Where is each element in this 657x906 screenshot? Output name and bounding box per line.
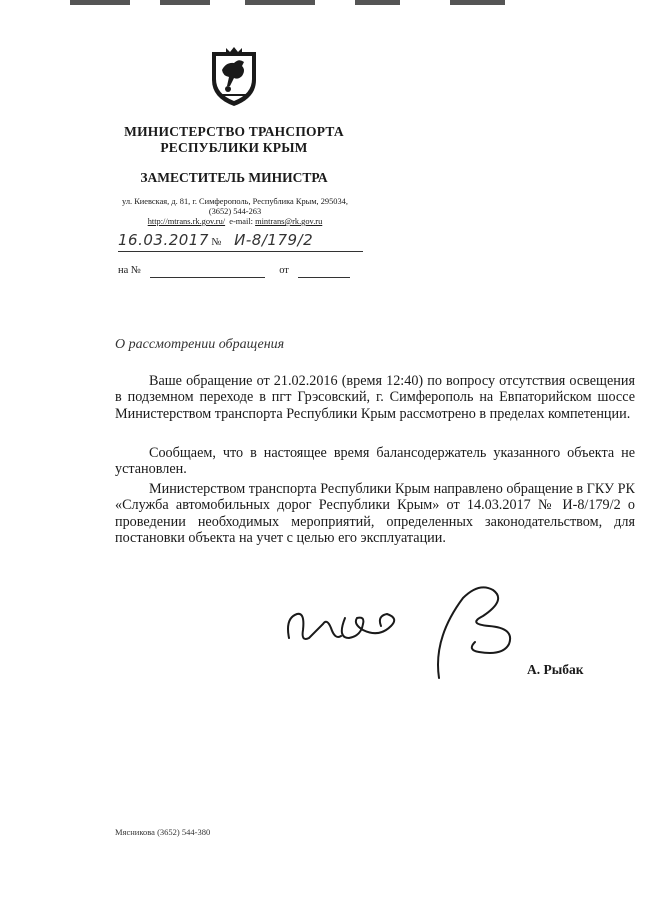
registration-underline xyxy=(118,251,363,252)
ministry-address xyxy=(104,197,366,227)
reply-to-label: на № xyxy=(118,265,141,276)
email-link[interactable]: mintrans@rk.gov.ru xyxy=(255,217,323,226)
body-paragraph-3 xyxy=(115,481,635,547)
ministry-title-line1: МИНИСТЕРСТВО ТРАНСПОРТА xyxy=(124,124,344,139)
body-text: Сообщаем, что в настоящее время балансодержатель указанного объекта не установлен. xyxy=(115,445,635,478)
address-line: ул. Киевская, д. 81, г. Симферополь, Республика Крым, 295034, xyxy=(122,197,348,206)
registration-number: И-8/179/2 xyxy=(234,231,314,249)
body-paragraph-2 xyxy=(115,445,635,478)
body-text: Министерством транспорта Республики Крым направлено обращение в ГКУ РК «Служба автомобильных дорог Республики Крым» от 14.03.2017 № И-8/179/2 о проведении необходимых мероприятий, определенных законодательством, для постановки объекта на учет с целью его эксплуатации. xyxy=(115,481,635,547)
body-text: Ваше обращение от 21.02.2016 (время 12:40) по вопросу отсутствия освещения в подземном переходе в пгт Грэсовский, г. Симферополь на Евпаторийском шоссе Министерством транспорта Республики Крым рассмотрено в пределах компетенции. xyxy=(115,373,635,422)
reply-date-blank xyxy=(298,267,350,278)
from-label: от xyxy=(279,265,289,276)
registration-date: 16.03.2017 xyxy=(118,231,209,249)
letter-subject: О рассмотрении обращения xyxy=(115,337,285,352)
handwritten-signature xyxy=(283,578,523,688)
ministry-title xyxy=(100,124,368,156)
position-title: ЗАМЕСТИТЕЛЬ МИНИСТРА xyxy=(140,170,328,185)
executor-contact: Мясникова (3652) 544-380 xyxy=(115,827,211,837)
number-prefix: № xyxy=(211,237,222,248)
crimea-coat-of-arms-icon xyxy=(208,46,260,108)
website-link[interactable]: http://mtrans.rk.gov.ru/ xyxy=(147,217,226,226)
signer-name: А. Рыбак xyxy=(527,662,584,677)
reply-number-blank xyxy=(150,267,265,278)
body-paragraph-1 xyxy=(115,373,635,422)
ministry-title-line2: РЕСПУБЛИКИ КРЫМ xyxy=(160,140,308,155)
email-label: e-mail: xyxy=(229,217,253,226)
registration-line xyxy=(118,233,313,250)
scan-artifact xyxy=(70,0,510,6)
reply-to-line xyxy=(118,264,350,278)
contacts-line xyxy=(104,217,366,227)
phone-line: (3652) 544-263 xyxy=(208,207,262,216)
